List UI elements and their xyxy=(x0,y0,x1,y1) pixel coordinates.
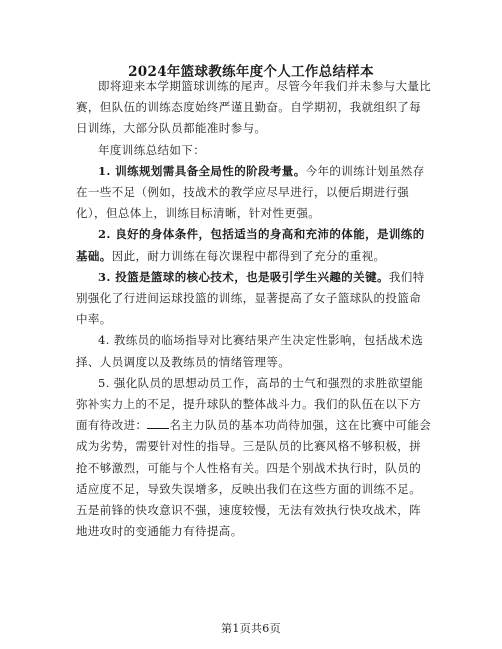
item-5-text-a: 5. 强化队员的思想动员工作，高昂的士气和强烈的求胜欲望能弥补实力上的不足，提升球队的整体战斗力。我们的队伍在以下方面有待改进： xyxy=(76,375,424,433)
fill-in-blank xyxy=(147,417,169,429)
item-2-bold: 2. 良好的身体条件，包括适当的身高和充沛的体能，是训练的基础。 xyxy=(76,227,425,263)
item-5-text-b: 名主力队员的基本功尚待加强，这在比赛中可能会成为劣势，需要针对性的指导。三是队员的比赛风格不够积极，拼抢不够激烈，可能与个人性格有关。四是个别战术执行时，队员的适应度不足，导致失误增多，反映出我们在这些方面的训练不足。五是前锋的快攻意识不强，速度较慢，无法有效执行快攻战术，阵地进攻时的变通能力有待提高。 xyxy=(76,418,432,539)
item-3-text: 我们特别强化了行进间运球投篮的训练，显著提高了女子篮球队的投篮命中率。 xyxy=(76,269,425,327)
summary-heading: 年度训练总结如下： xyxy=(98,142,206,157)
item-3-bold: 3. 投篮是篮球的核心技术，也是吸引学生兴趣的关键。 xyxy=(98,269,389,284)
page-number-footer: 第1页共6页 xyxy=(221,622,281,635)
item-2-paragraph xyxy=(76,224,432,266)
item-2-text: 因此，耐力训练在每次课程中都得到了充分的重视。 xyxy=(111,248,386,263)
intro-paragraph: 即将迎来本学期篮球训练的尾声。尽管今年我们并未参与大量比赛，但队伍的训练态度始终严谨且勤奋。自学期初，我就组织了每日训练，大部分队员都能准时参与。 xyxy=(76,79,432,136)
item-1-paragraph xyxy=(76,161,432,225)
item-4-paragraph: 4. 教练员的临场指导对比赛结果产生决定性影响，包括战术选择、人员调度以及教练员的情绪管理等。 xyxy=(76,333,424,369)
document-title: 2024年篮球教练年度个人工作总结样本 xyxy=(128,64,374,80)
document-body xyxy=(76,76,432,542)
item-1-text: 今年的训练计划虽然存在一些不足（例如，技战术的教学应尽早进行，以便后期进行强化），但总体上，训练目标清晰，针对性更强。 xyxy=(76,163,425,221)
item-1-bold: 1. 训练规划需具备全局性的阶段考量。 xyxy=(98,163,306,178)
item-5-paragraph xyxy=(76,373,432,543)
item-3-paragraph xyxy=(76,267,432,331)
